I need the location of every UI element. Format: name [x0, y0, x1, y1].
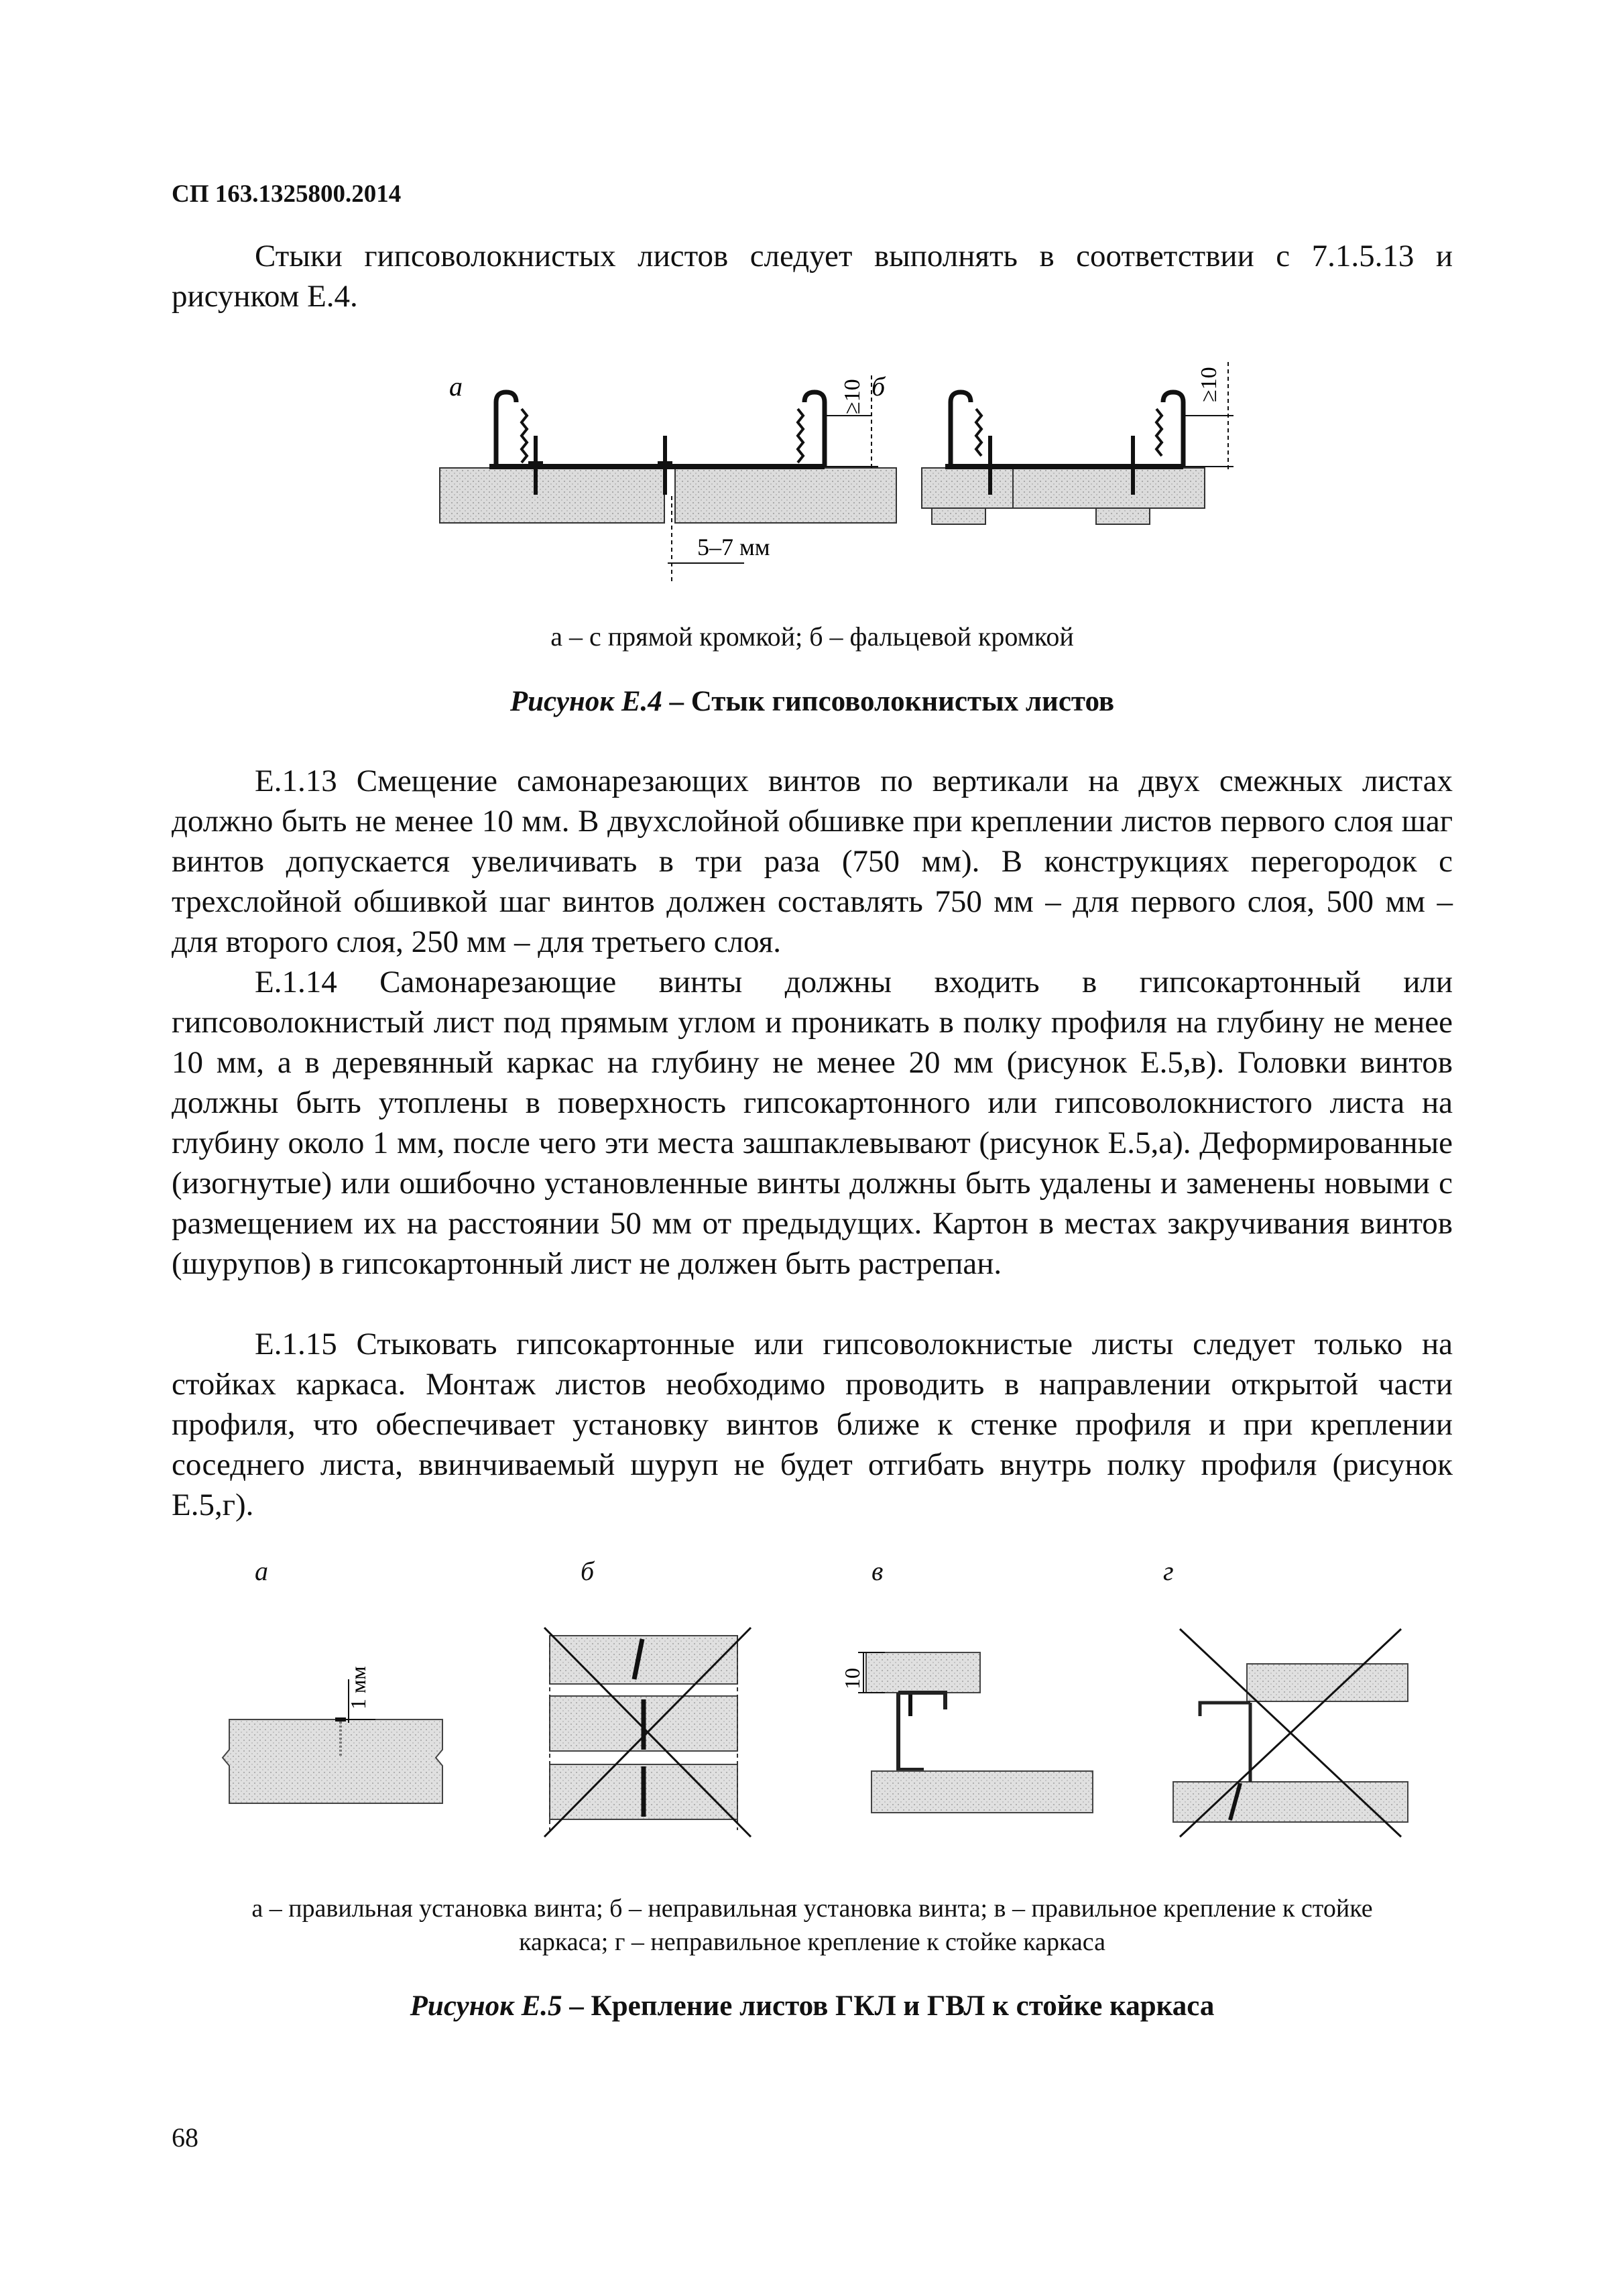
paragraph-e-1-15: Е.1.15 Стыковать гипсокартонные или гипсоволокнистые листы следует только на стойках каркаса. Монтаж листов необходимо проводить в направлении открытой части профиля, что обеспечивает установку винтов ближе к стенке профиля и при креплении соседнего листа, ввинчиваемый шуруп не будет отгибать внутрь полку профиля (рисунок Е.5,г).	[172, 1327, 1453, 1522]
figure-e5-title-text: – Крепление листов ГКЛ и ГВЛ к стойке каркаса	[562, 1990, 1215, 2022]
figure-e5-label-c: в	[871, 1556, 884, 1586]
figure-e5-title-number: Рисунок Е.5	[410, 1990, 562, 2022]
figure-e4-label-a: а	[449, 371, 463, 402]
paragraph-e-1-13: Е.1.13 Смещение самонарезающих винтов по вертикали на двух смежных листах должно быть не менее 10 мм. В двухслойной обшивке при креплении листов первого слоя шаг винтов допускается увеличивать в три раза (750 мм). В конструкциях перегородок с трехслойной обшивкой шаг винтов должен составлять 750 мм – для первого слоя, 500 мм – для второго слоя, 250 мм – для третьего слоя.	[172, 764, 1453, 959]
figure-e5-drawing	[221, 1616, 1415, 1884]
figure-e4-dimension-a: ≥10	[840, 379, 865, 414]
figure-e5-label-a: а	[255, 1556, 268, 1586]
figure-e5-part-d	[1173, 1629, 1408, 1837]
figure-e4-dimension-b: ≥10	[1197, 367, 1221, 402]
figure-e5-label-d: г	[1163, 1556, 1174, 1586]
intro-paragraph: Стыки гипсоволокнистых листов следует выполнять в соответствии с 7.1.5.13 и рисунком Е.4.	[172, 239, 1453, 314]
figure-e5-part-c	[858, 1652, 1093, 1813]
figure-e5-dimension-10: 10	[840, 1668, 864, 1689]
figure-e5-dimension-1mm: 1 мм	[346, 1666, 370, 1709]
figure-e4-part-b	[922, 362, 1234, 524]
figure-e5-part-b	[544, 1628, 751, 1837]
figure-e5-caption-line1: а – правильная установка винта; б – неправильная установка винта; в – правильное крепление к стойке	[251, 1894, 1373, 1923]
paragraph-e-1-14: Е.1.14 Самонарезающие винты должны входить в гипсокартонный или гипсоволокнистый лист под прямым углом и проникать в полку профиля на глубину не менее 10 мм, а в деревянный каркас на глубину не менее 20 мм (рисунок Е.5,в). Головки винтов должны быть утоплены в поверхность гипсокартонного или гипсоволокнистого листа на глубину около 1 мм, после чего эти места зашпаклевывают (рисунок Е.5,а). Деформированные (изогнутые) или ошибочно установленные винты должны быть удалены и заменены новыми с размещением их на расстоянии 50 мм от предыдущих. Картон в местах закручивания винтов (шурупов) в гипсокартонный лист не должен быть растрепан.	[172, 965, 1453, 1281]
figure-e4-part-a	[440, 375, 896, 583]
figure-e5-part-a	[223, 1679, 442, 1803]
figure-e4-drawing	[402, 335, 1274, 603]
figure-e5-caption-line2: каркаса; г – неправильное крепление к стойке каркаса	[519, 1928, 1105, 1956]
figure-e4-caption: а – с прямой кромкой; б – фальцевой кромкой	[550, 621, 1074, 652]
figure-e5-title	[172, 1990, 1453, 2022]
figure-e4-title-number: Рисунок Е.4	[509, 686, 662, 717]
figure-e4-gap-label: 5–7 мм	[697, 534, 770, 560]
figure-e4-title-text: – Стык гипсоволокнистых листов	[662, 686, 1115, 717]
document-code-header: СП 163.1325800.2014	[172, 180, 402, 208]
figure-e4-title	[172, 685, 1453, 718]
figure-e5-label-b: б	[581, 1556, 595, 1586]
figure-e4-label-b: б	[871, 371, 886, 402]
page-number: 68	[172, 2122, 198, 2153]
